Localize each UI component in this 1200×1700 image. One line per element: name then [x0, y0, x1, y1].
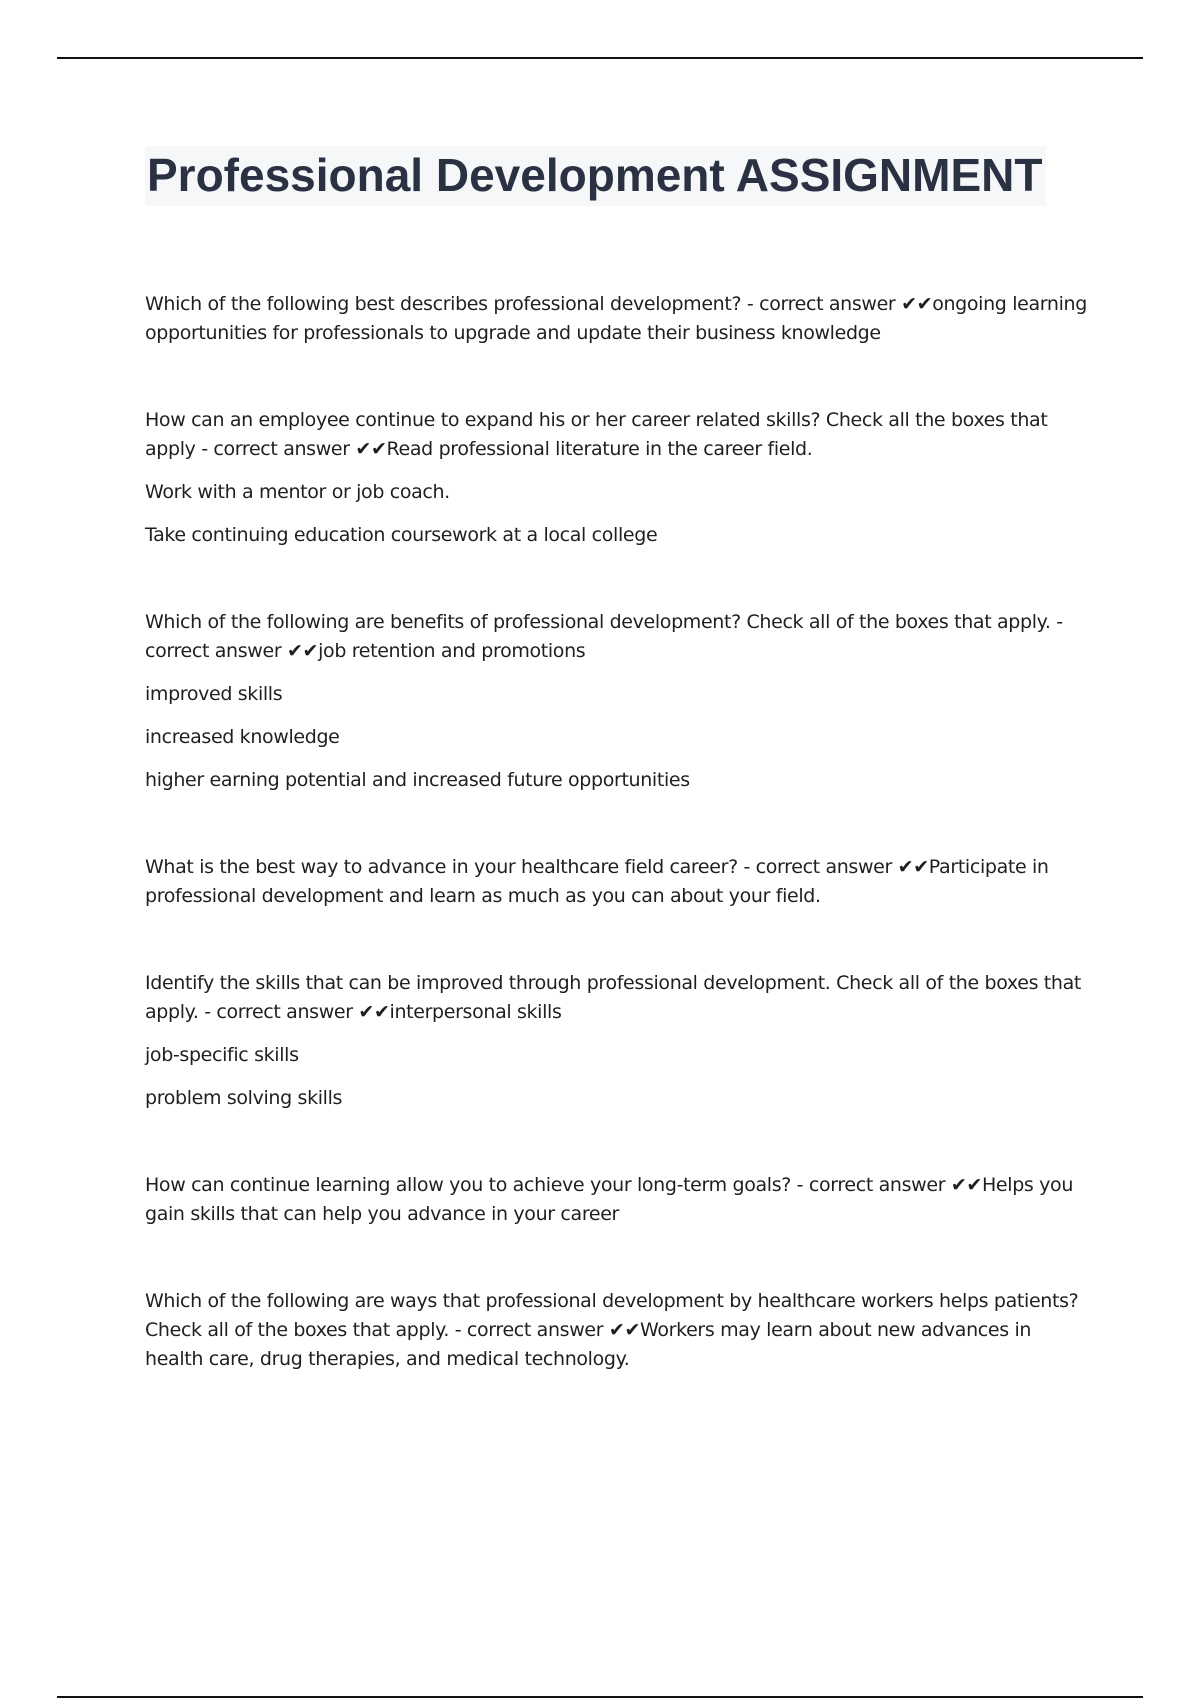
question-with-answer: How can continue learning allow you to achieve your long-term goals? - correct answer ✔✔Helps you gain skills that can help you advance in your career	[145, 1174, 1074, 1225]
bottom-divider	[57, 1696, 1143, 1698]
answer-item: job-specific skills	[145, 1044, 299, 1066]
qa-item	[145, 406, 1090, 550]
answer-item: improved skills	[145, 683, 283, 705]
answer-item: higher earning potential and increased future opportunities	[145, 769, 690, 791]
qa-item	[145, 290, 1090, 348]
qa-item	[145, 608, 1090, 795]
qa-item	[145, 1287, 1090, 1374]
answer-item: problem solving skills	[145, 1087, 343, 1109]
question-with-answer: How can an employee continue to expand his or her career related skills? Check all the boxes that apply - correct answer ✔✔Read professional literature in the career field.	[145, 409, 1048, 460]
question-with-answer: What is the best way to advance in your healthcare field career? - correct answer ✔✔Participate in professional development and learn as much as you can about your field.	[145, 856, 1049, 907]
answer-item: increased knowledge	[145, 726, 340, 748]
answer-item: Take continuing education coursework at a local college	[145, 524, 658, 546]
question-with-answer: Which of the following are ways that professional development by healthcare workers helps patients? Check all of the boxes that apply. - correct answer ✔✔Workers may learn about new advances in health care, drug therapies, and medical technology.	[145, 1290, 1079, 1370]
question-with-answer: Which of the following best describes professional development? - correct answer ✔✔ongoing learning opportunities for professionals to upgrade and update their business knowledge	[145, 293, 1087, 344]
qa-item	[145, 853, 1090, 911]
top-divider	[57, 57, 1143, 59]
qa-item	[145, 969, 1090, 1113]
question-with-answer: Identify the skills that can be improved through professional development. Check all of the boxes that apply. - correct answer ✔✔interpersonal skills	[145, 972, 1081, 1023]
answer-item: Work with a mentor or job coach.	[145, 481, 450, 503]
document-body	[145, 290, 1090, 1432]
page-title: Professional Development ASSIGNMENT	[145, 146, 1046, 206]
question-with-answer: Which of the following are benefits of professional development? Check all of the boxes that apply. - correct answer ✔✔job retention and promotions	[145, 611, 1063, 662]
qa-item	[145, 1171, 1090, 1229]
